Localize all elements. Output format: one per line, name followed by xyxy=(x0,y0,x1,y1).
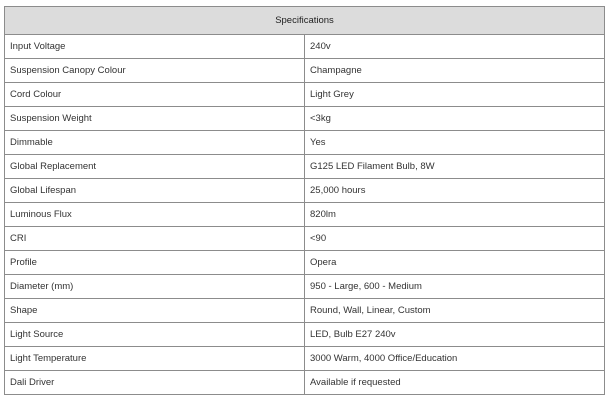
spec-value: Champagne xyxy=(305,59,605,83)
spec-label: Dali Driver xyxy=(5,371,305,395)
table-row xyxy=(5,251,605,275)
spec-label: Shape xyxy=(5,299,305,323)
table-row xyxy=(5,299,605,323)
spec-label: Input Voltage xyxy=(5,35,305,59)
spec-value: Light Grey xyxy=(305,83,605,107)
table-row xyxy=(5,203,605,227)
spec-value: Available if requested xyxy=(305,371,605,395)
table-row xyxy=(5,83,605,107)
spec-label: Cord Colour xyxy=(5,83,305,107)
table-row xyxy=(5,59,605,83)
table-row xyxy=(5,347,605,371)
spec-value: Round, Wall, Linear, Custom xyxy=(305,299,605,323)
table-header: Specifications xyxy=(5,7,605,35)
table-row xyxy=(5,131,605,155)
table-row xyxy=(5,179,605,203)
spec-value: 25,000 hours xyxy=(305,179,605,203)
specifications-table xyxy=(4,6,605,395)
table-row xyxy=(5,35,605,59)
spec-value: Opera xyxy=(305,251,605,275)
spec-label: Profile xyxy=(5,251,305,275)
spec-value: 240v xyxy=(305,35,605,59)
spec-label: Light Source xyxy=(5,323,305,347)
table-row xyxy=(5,107,605,131)
spec-value: 3000 Warm, 4000 Office/Education xyxy=(305,347,605,371)
spec-value: 950 - Large, 600 - Medium xyxy=(305,275,605,299)
spec-value: 820lm xyxy=(305,203,605,227)
table-row xyxy=(5,275,605,299)
spec-label: Global Lifespan xyxy=(5,179,305,203)
spec-label: Suspension Canopy Colour xyxy=(5,59,305,83)
table-row xyxy=(5,371,605,395)
table-row xyxy=(5,323,605,347)
spec-label: Dimmable xyxy=(5,131,305,155)
table-row xyxy=(5,227,605,251)
spec-value: G125 LED Filament Bulb, 8W xyxy=(305,155,605,179)
spec-label: Diameter (mm) xyxy=(5,275,305,299)
table-row xyxy=(5,155,605,179)
spec-value: Yes xyxy=(305,131,605,155)
spec-label: Luminous Flux xyxy=(5,203,305,227)
spec-label: Suspension Weight xyxy=(5,107,305,131)
table-header-row xyxy=(5,7,605,35)
spec-label: Light Temperature xyxy=(5,347,305,371)
spec-value: LED, Bulb E27 240v xyxy=(305,323,605,347)
spec-value: <90 xyxy=(305,227,605,251)
spec-value: <3kg xyxy=(305,107,605,131)
spec-label: CRI xyxy=(5,227,305,251)
spec-label: Global Replacement xyxy=(5,155,305,179)
